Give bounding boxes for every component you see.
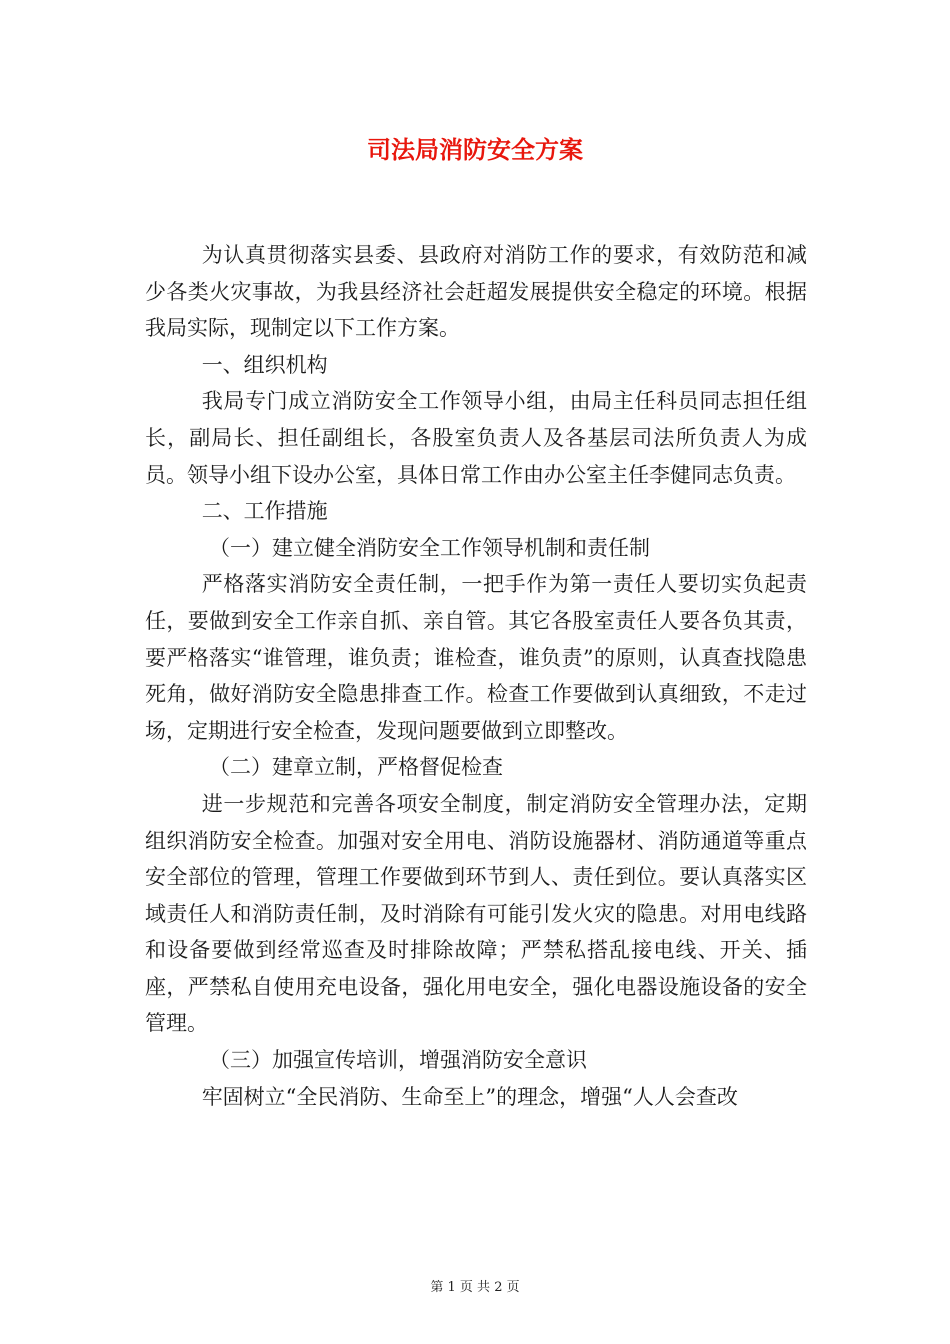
subsection-heading-1: （一）建立健全消防安全工作领导机制和责任制 [209,535,651,560]
document-body [145,237,807,1115]
subsection-heading-2: （二）建章立制，严格督促检查 [209,755,504,780]
intro-paragraph: 为认真贯彻落实县委、县政府对消防工作的要求，有效防范和减少各类火灾事故，为我县经济社会赶超发展提供安全稳定的环境。根据我局实际，现制定以下工作方案。 [145,243,807,341]
measures-paragraph-2: 进一步规范和完善各项安全制度，制定消防安全管理办法，定期组织消防安全检查。加强对安全用电、消防设施器材、消防通道等重点安全部位的管理，管理工作要做到环节到人、责任到位。要认真落实区域责任人和消防责任制，及时消除有可能引发火灾的隐患。对用电线路和设备要做到经常巡查及时排除故障；严禁私搭乱接电线、开关、插座，严禁私自使用充电设备，强化用电安全，强化电器设施设备的安全管理。 [145,791,807,1036]
page-number-label: 第 1 页 共 2 页 [430,1280,520,1295]
organization-paragraph: 我局专门成立消防安全工作领导小组，由局主任科员同志担任组长，副局长、担任副组长，各股室负责人及各基层司法所负责人为成员。领导小组下设办公室，具体日常工作由办公室主任李健同志负责。 [145,389,807,487]
measures-paragraph-3: 牢固树立“全民消防、生命至上”的理念，增强“人人会查改 [201,1084,738,1109]
measures-paragraph-1: 严格落实消防安全责任制，一把手作为第一责任人要切实负起责任，要做到安全工作亲自抓、亲自管。其它各股室责任人要各负其责，要严格落实“谁管理，谁负责；谁检查，谁负责”的原则，认真查找隐患死角，做好消防安全隐患排查工作。检查工作要做到认真细致，不走过场，定期进行安全检查，发现问题要做到立即整改。 [145,572,807,743]
page-footer [0,1276,950,1295]
section-heading-organization: 一、组织机构 [201,352,328,377]
section-heading-measures: 二、工作措施 [201,499,328,524]
subsection-heading-3: （三）加强宣传培训，增强消防安全意识 [209,1048,588,1073]
document-title: 司法局消防安全方案 [367,135,583,164]
